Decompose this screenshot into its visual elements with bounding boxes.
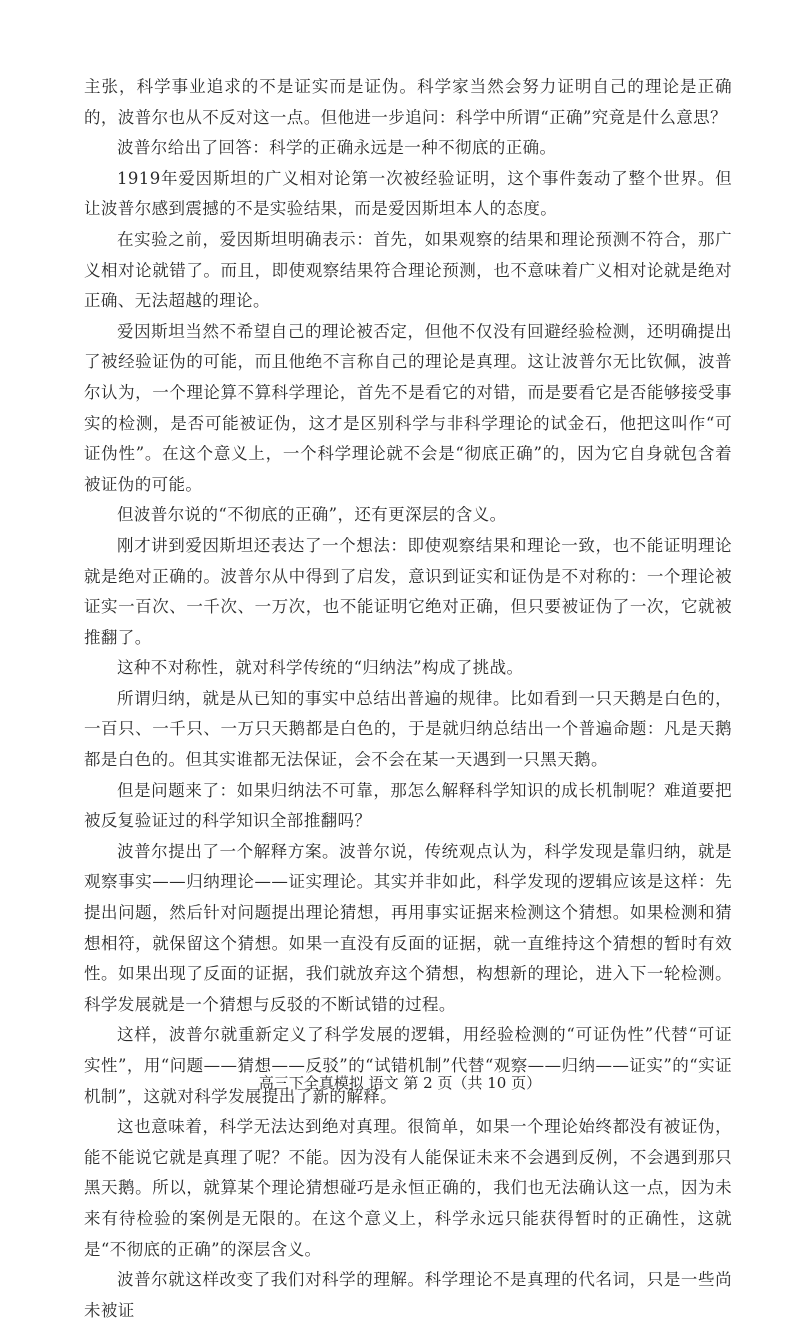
paragraph-14: 波普尔就这样改变了我们对科学的理解。科学理论不是真理的代名词，只是一些尚未被证 [84, 1270, 732, 1320]
paragraph-12: 这样，波普尔就重新定义了科学发展的逻辑，用经验检测的“可证伪性”代替“可证实性”，用“问题——猜想——反驳”的“试错机制”代替“观察——归纳——证实”的“实证机制”，这就对科学发展提出了新的解释。 [84, 1025, 732, 1106]
paragraph-4: 在实验之前，爱因斯坦明确表示：首先，如果观察的结果和理论预测不符合，那广义相对论就错了。而且，即使观察结果符合理论预测，也不意味着广义相对论就是绝对正确、无法超越的理论。 [84, 229, 732, 311]
paragraph-8: 这种不对称性，就对科学传统的“归纳法”构成了挑战。 [117, 658, 524, 678]
paragraph-13: 这也意味着，科学无法达到绝对真理。很简单，如果一个理论始终都没有被证伪，能不能说它就是真理了呢？不能。因为没有人能保证未来不会遇到反例，不会遇到那只黑天鹅。所以，就算某个理论猜想碰巧是永恒正确的，我们也无法确认这一点，因为未来有待检验的案例是无限的。在这个意义上，科学永远只能获得暂时的正确性，这就是“不彻底的正确”的深层含义。 [84, 1117, 732, 1259]
paragraph-9: 所谓归纳，就是从已知的事实中总结出普遍的规律。比如看到一只天鹅是白色的，一百只、一千只、一万只天鹅都是白色的，于是就归纳总结出一个普遍命题：凡是天鹅都是白色的。但其实谁都无法保证，会不会在某一天遇到一只黑天鹅。 [84, 688, 732, 770]
paragraph-10: 但是问题来了：如果归纳法不可靠，那怎么解释科学知识的成长机制呢？难道要把被反复验证过的科学知识全部推翻吗？ [84, 780, 732, 831]
paragraph-7: 刚才讲到爱因斯坦还表达了一个想法：即使观察结果和理论一致，也不能证明理论就是绝对正确的。波普尔从中得到了启发，意识到证实和证伪是不对称的：一个理论被证实一百次、一千次、一万次，也不能证明它绝对正确，但只要被证伪了一次，它就被推翻了。 [84, 535, 732, 647]
paragraph-11: 波普尔提出了一个解释方案。波普尔说，传统观点认为，科学发现是靠归纳，就是观察事实——归纳理论——证实理论。其实并非如此，科学发现的逻辑应该是这样：先提出问题，然后针对问题提出理论猜想，再用事实证据来检测这个猜想。如果检测和猜想相符，就保留这个猜想。如果一直没有反面的证据，就一直维持这个猜想的暂时有效性。如果出现了反面的证据，我们就放弃这个猜想，构想新的理论，进入下一轮检测。科学发展就是一个猜想与反驳的不断试错的过程。 [84, 841, 732, 1014]
paragraph-3: 1919年爱因斯坦的广义相对论第一次被经验证明，这个事件轰动了整个世界。但让波普尔感到震撼的不是实验结果，而是爱因斯坦本人的态度。 [84, 168, 732, 219]
article-body [84, 72, 732, 1326]
paragraph-6: 但波普尔说的“不彻底的正确”，还有更深层的含义。 [117, 505, 507, 525]
paragraph-2: 波普尔给出了回答：科学的正确永远是一种不彻底的正确。 [117, 138, 557, 158]
page-footer: 高三下全真模拟 语文 第 2 页（共 10 页） [258, 1074, 542, 1092]
paragraph-5: 爱因斯坦当然不希望自己的理论被否定，但他不仅没有回避经验检测，还明确提出了被经验证伪的可能，而且他绝不言称自己的理论是真理。这让波普尔无比钦佩，波普尔认为，一个理论算不算科学理论，首先不是看它的对错，而是要看它是否能够接受事实的检测，是否可能被证伪，这才是区别科学与非科学理论的试金石，他把这叫作“可证伪性”。在这个意义上，一个科学理论就不会是“彻底正确”的，因为它自身就包含着被证伪的可能。 [84, 321, 732, 494]
paragraph-1: 主张，科学事业追求的不是证实而是证伪。科学家当然会努力证明自己的理论是正确的，波普尔也从不反对这一点。但他进一步追问：科学中所谓“正确”究竟是什么意思？ [84, 77, 732, 127]
